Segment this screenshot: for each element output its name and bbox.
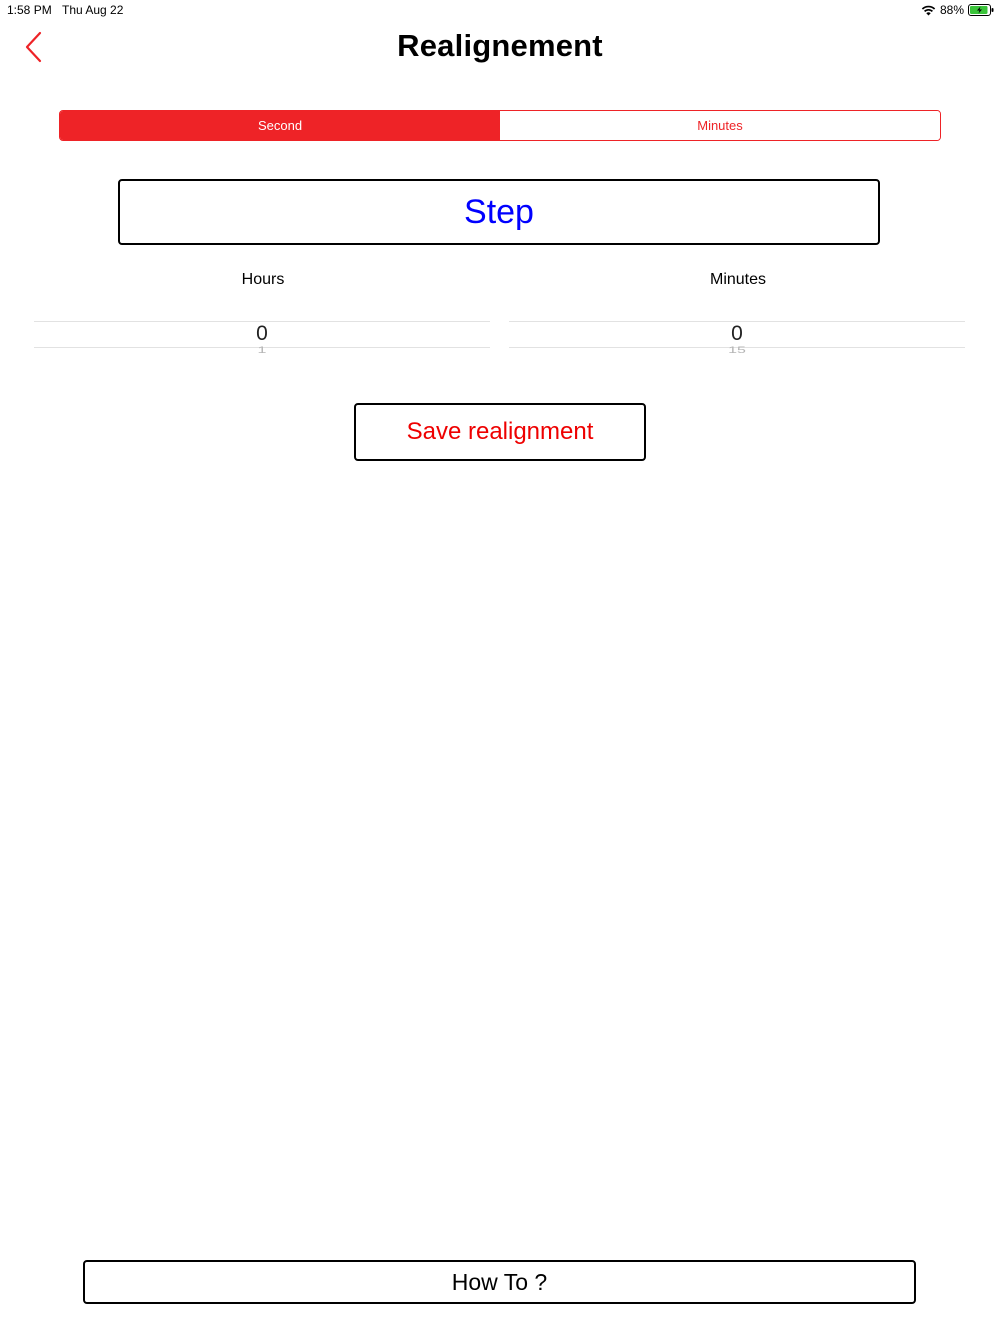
status-time: 1:58 PM: [7, 3, 52, 17]
minutes-label: Minutes: [709, 271, 767, 288]
battery-icon: [968, 4, 994, 16]
hours-label: Hours: [241, 271, 285, 288]
unit-segmented-control: [59, 110, 941, 141]
segment-second[interactable]: Second: [60, 111, 500, 140]
minutes-picker[interactable]: [509, 306, 965, 358]
hours-picker-next: 1: [257, 345, 267, 356]
minutes-picker-selected: 0: [731, 322, 743, 345]
minutes-picker-next: 15: [728, 345, 746, 356]
hours-picker[interactable]: [34, 306, 490, 358]
page-title: Realignement: [397, 28, 603, 63]
battery-percent: 88%: [939, 3, 964, 17]
hours-picker-selected: 0: [256, 322, 268, 345]
wifi-icon: [921, 4, 936, 16]
status-date: Thu Aug 22: [62, 3, 124, 17]
status-indicators: [921, 0, 994, 20]
step-button[interactable]: Step: [118, 179, 880, 245]
status-bar: [0, 0, 1000, 20]
segment-minutes[interactable]: Minutes: [500, 111, 940, 140]
how-to-button[interactable]: How To ?: [83, 1260, 916, 1304]
save-realignment-button[interactable]: Save realignment: [354, 403, 646, 461]
